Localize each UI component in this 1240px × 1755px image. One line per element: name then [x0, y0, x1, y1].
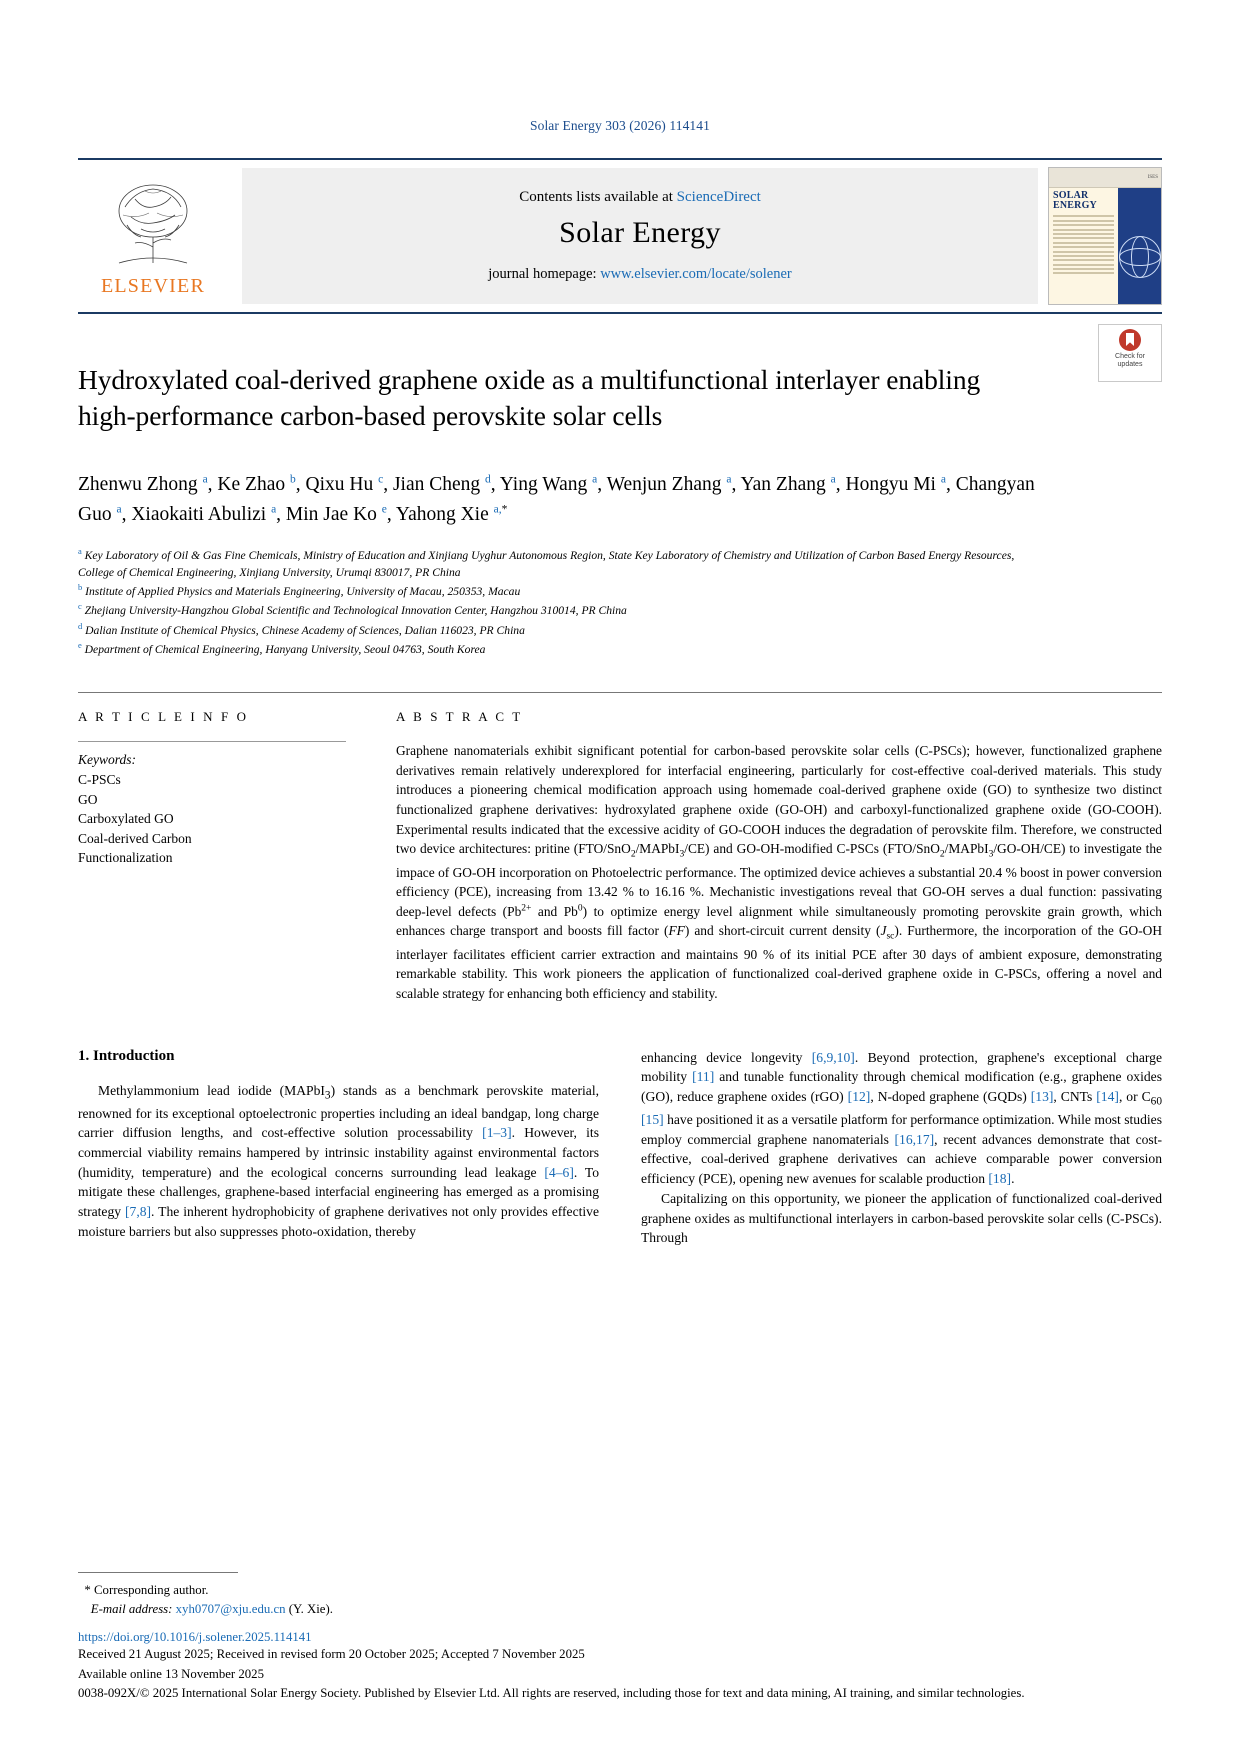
page-title: Hydroxylated coal-derived graphene oxide as a multifunctional interlayer enabling high-performance carbon-based perovskite solar cells [78, 364, 981, 431]
email-suffix: (Y. Xie). [288, 1601, 333, 1616]
abstract-heading: A B S T R A C T [396, 709, 523, 725]
contents-prefix: Contents lists available at [519, 189, 677, 205]
keyword-item: Carboxylated GO [78, 811, 174, 827]
body-columns [78, 1048, 1162, 1248]
crossmark-badge[interactable] [1098, 324, 1162, 382]
affiliation-item: $^b$ Institute of Applied Physics and Materials Engineering, University of Macau, 250353, Macau [78, 582, 521, 598]
keywords-label: Keywords: [78, 752, 136, 768]
abstract-text: Graphene nanomaterials exhibit significant potential for carbon-based perovskite solar cells (C-PSCs); however, functionalized graphene derivatives remain relatively underexplored for interfacial engineering, particularly for cost-effective coal-derived materials. This study introduces a pioneering chemical modification approach using homemade coal-derived graphene oxide (GO) to synthesize two distinct functionalized graphene derivatives: hydroxylated graphene oxide (GO-OH) and carboxyl-functionalized graphene oxide (GO-COOH). Experimental results indicated that the excessive acidity of GO-COOH induces the degradation of perovskite film. Therefore, we constructed two device architectures: pritine (FTO/SnO$_2$/MAPbI$_3$/CE) and GO-OH-modified C-PSCs (FTO/SnO$_2$/MAPbI$_3$/GO-OH/CE) to investigate the impace of GO-OH incorporation on Photoelectric performance. The optimized device achieves a substantial 20.4 % boost in power conversion efficiency (PCE), increasing from 13.42 % to 16.16 %. Mechanistic investigations reveal that GO-OH serves a dual function: passivating deep-level defects ($Pb^{2+}$ and Pb$^0$) to optimize energy level alignment while simultaneously promoting perovskite grain growth, which enhances charge transport and boosts fill factor (FF) and short-circuit current density $(J_{sc})$. Furthermore, the incorporation of the GO-OH interlayer facilitates efficient carrier extraction and maintains 90 % of its initial PCE after 30 days of ambient exposure, demonstrating remarkable stability. This work pioneers the application of functionalized coal-derived graphene oxide in C-PSCs, offering a novel and scalable strategy for enhancing both efficiency and stability. [396, 743, 1163, 1001]
homepage-line [488, 266, 791, 283]
crossmark-label-line1: Check for [1115, 353, 1145, 360]
homepage-prefix: journal homepage: [488, 266, 601, 282]
journal-title: Solar Energy [559, 216, 721, 249]
article-info-column [78, 709, 350, 1003]
corresponding-author-note [78, 1581, 1162, 1600]
paragraph-left-1: Methylammonium lead iodide (MAPbI$_3$) stands as a benchmark perovskite material, renowned for its exceptional optoelectronic properties including an ideal bandgap, long charge carrier diffusion lengths, and cost-effective solution processability [1–3]. However, its commercial viability remains hampered by intrinsic instability against environmental factors (humidity, temperature) and the ecological concerns surrounding lead leakage [4–6]. To mitigate these challenges, graphene-based interfacial engineering has emerged as a promising strategy [7,8]. The inherent hydrophobicity of graphene derivatives not only provides effective moisture barriers but also suppresses photo-oxidation, thereby [78, 1082, 600, 1239]
affiliation-item: $^d$ Dalian Institute of Chemical Physics, Chinese Academy of Sciences, Dalian 116023, PR China [78, 620, 525, 637]
keywords-rule [78, 741, 346, 742]
doi-link-wrap[interactable] [78, 1630, 1162, 1645]
paragraph-right-1: enhancing device longevity [6,9,10]. Beyond protection, graphene's exceptional charge mobility [11] and tunable functionality through chemical modification (e.g., graphene oxides (GO), reduce graphene oxides (rGO) [12], N-doped graphene (GQDs) [13], CNTs [14], or $C_{60}$ [15] have positioned it as a versatile platform for performance optimization. While most studies employ commercial graphene nanomaterials [16,17], recent advances demonstrate that cost-effective, coal-derived graphene derivatives can achieve comparable power conversion efficiency (PCE), opening new avenues for scalable production [18]. [641, 1049, 1162, 1187]
body-column-left [78, 1048, 599, 1248]
title-block [78, 353, 1162, 440]
cover-body [1049, 188, 1161, 304]
cover-title-line2: ENERGY [1053, 200, 1097, 212]
affiliation-item: $^e$ Department of Chemical Engineering, Hanyang University, Seoul 04763, South Korea [78, 639, 486, 656]
crossmark-label-line2: updates [1117, 361, 1143, 369]
cover-badge: ISES [1147, 175, 1158, 180]
elsevier-wordmark: ELSEVIER [100, 274, 206, 297]
journal-masthead [78, 158, 1162, 314]
page-footer [78, 1572, 1162, 1703]
email-link[interactable]: xyh0707@xju.edu.cn [175, 1601, 286, 1616]
article-info-heading: A R T I C L E I N F O [78, 709, 249, 725]
elsevier-logo [78, 160, 228, 312]
cover-header [1049, 168, 1161, 188]
affiliation-item: $^a$ Key Laboratory of Oil & Gas Fine Chemicals, Ministry of Education and Xinjiang Uyghur Autonomous Region, State Key Laboratory of Chemistry and Utilization of Carbon Based Energy Resources, College of Chemical Engineering, Xinjiang University, Urumqi 830017, PR China [78, 546, 1015, 579]
contents-line [519, 189, 761, 206]
info-abstract-section [78, 692, 1162, 1003]
cover-right-panel [1118, 188, 1161, 304]
corresponding-marker: * [84, 1582, 91, 1597]
section-heading-introduction: 1. Introduction [78, 1047, 175, 1064]
email-note [78, 1600, 1162, 1619]
affiliation-list [78, 545, 1038, 658]
cover-left-panel [1049, 188, 1118, 304]
journal-cover-thumbnail [1048, 167, 1162, 305]
paragraph-right-2: Capitalizing on this opportunity, we pioneer the application of functionalized coal-derived graphene oxides as multifunctional interlayers in carbon-based perovskite solar cells (C-PSCs). Through [641, 1190, 1162, 1246]
abstract-column [396, 709, 1162, 1003]
affiliation-item: $^c$ Zhejiang University-Hangzhou Global Scientific and Technological Innovation Center, Hangzhou 310014, PR China [78, 601, 627, 618]
crossmark-icon [1119, 329, 1141, 351]
elsevier-tree-icon [105, 177, 201, 273]
keywords-list [78, 770, 350, 867]
copyright-line: 0038-092X/© 2025 International Solar Energy Society. Published by Elsevier Ltd. All rights are reserved, including those for text and data mining, AI training, and similar technologies. [78, 1685, 1025, 1700]
keyword-item: C-PSCs [78, 772, 121, 788]
cover-title-line1: SOLAR [1053, 190, 1089, 201]
keyword-item: Functionalization [78, 850, 173, 866]
running-head: Solar Energy 303 (2026) 114141 [530, 118, 710, 133]
globe-icon [1119, 236, 1161, 278]
journal-band [242, 168, 1038, 304]
journal-homepage-link[interactable]: www.elsevier.com/locate/solener [600, 266, 792, 282]
email-label: E-mail address: [90, 1601, 173, 1616]
cover-header-left [1052, 175, 1053, 180]
keyword-item: Coal-derived Carbon [78, 830, 192, 846]
available-online: Available online 13 November 2025 [78, 1666, 264, 1681]
author-list: Zhenwu Zhong $^a$, Ke Zhao $^b$, Qixu Hu $^c$, Jian Cheng $^d$, Ying Wang $^a$, Wenjun Zhang $^a$, Yan Zhang $^a$, Hongyu Mi $^a$, Changyan Guo $^a$, Xiaokaiti Abulizi $^a$, Min Jae Ko $^e$, Yahong Xie $^{a,*}$ [78, 473, 1035, 525]
received-history: Received 21 August 2025; Received in revised form 20 October 2025; Accepted 7 November 2025 [78, 1647, 585, 1662]
cover-text-lines [1053, 215, 1114, 274]
corresponding-label: Corresponding author. [94, 1582, 209, 1597]
sciencedirect-link[interactable]: ScienceDirect [676, 189, 761, 205]
body-column-right [641, 1048, 1162, 1248]
keyword-item: GO [78, 791, 98, 807]
doi-link[interactable]: https://doi.org/10.1016/j.solener.2025.114141 [78, 1630, 312, 1645]
footnote-rule [78, 1572, 238, 1573]
